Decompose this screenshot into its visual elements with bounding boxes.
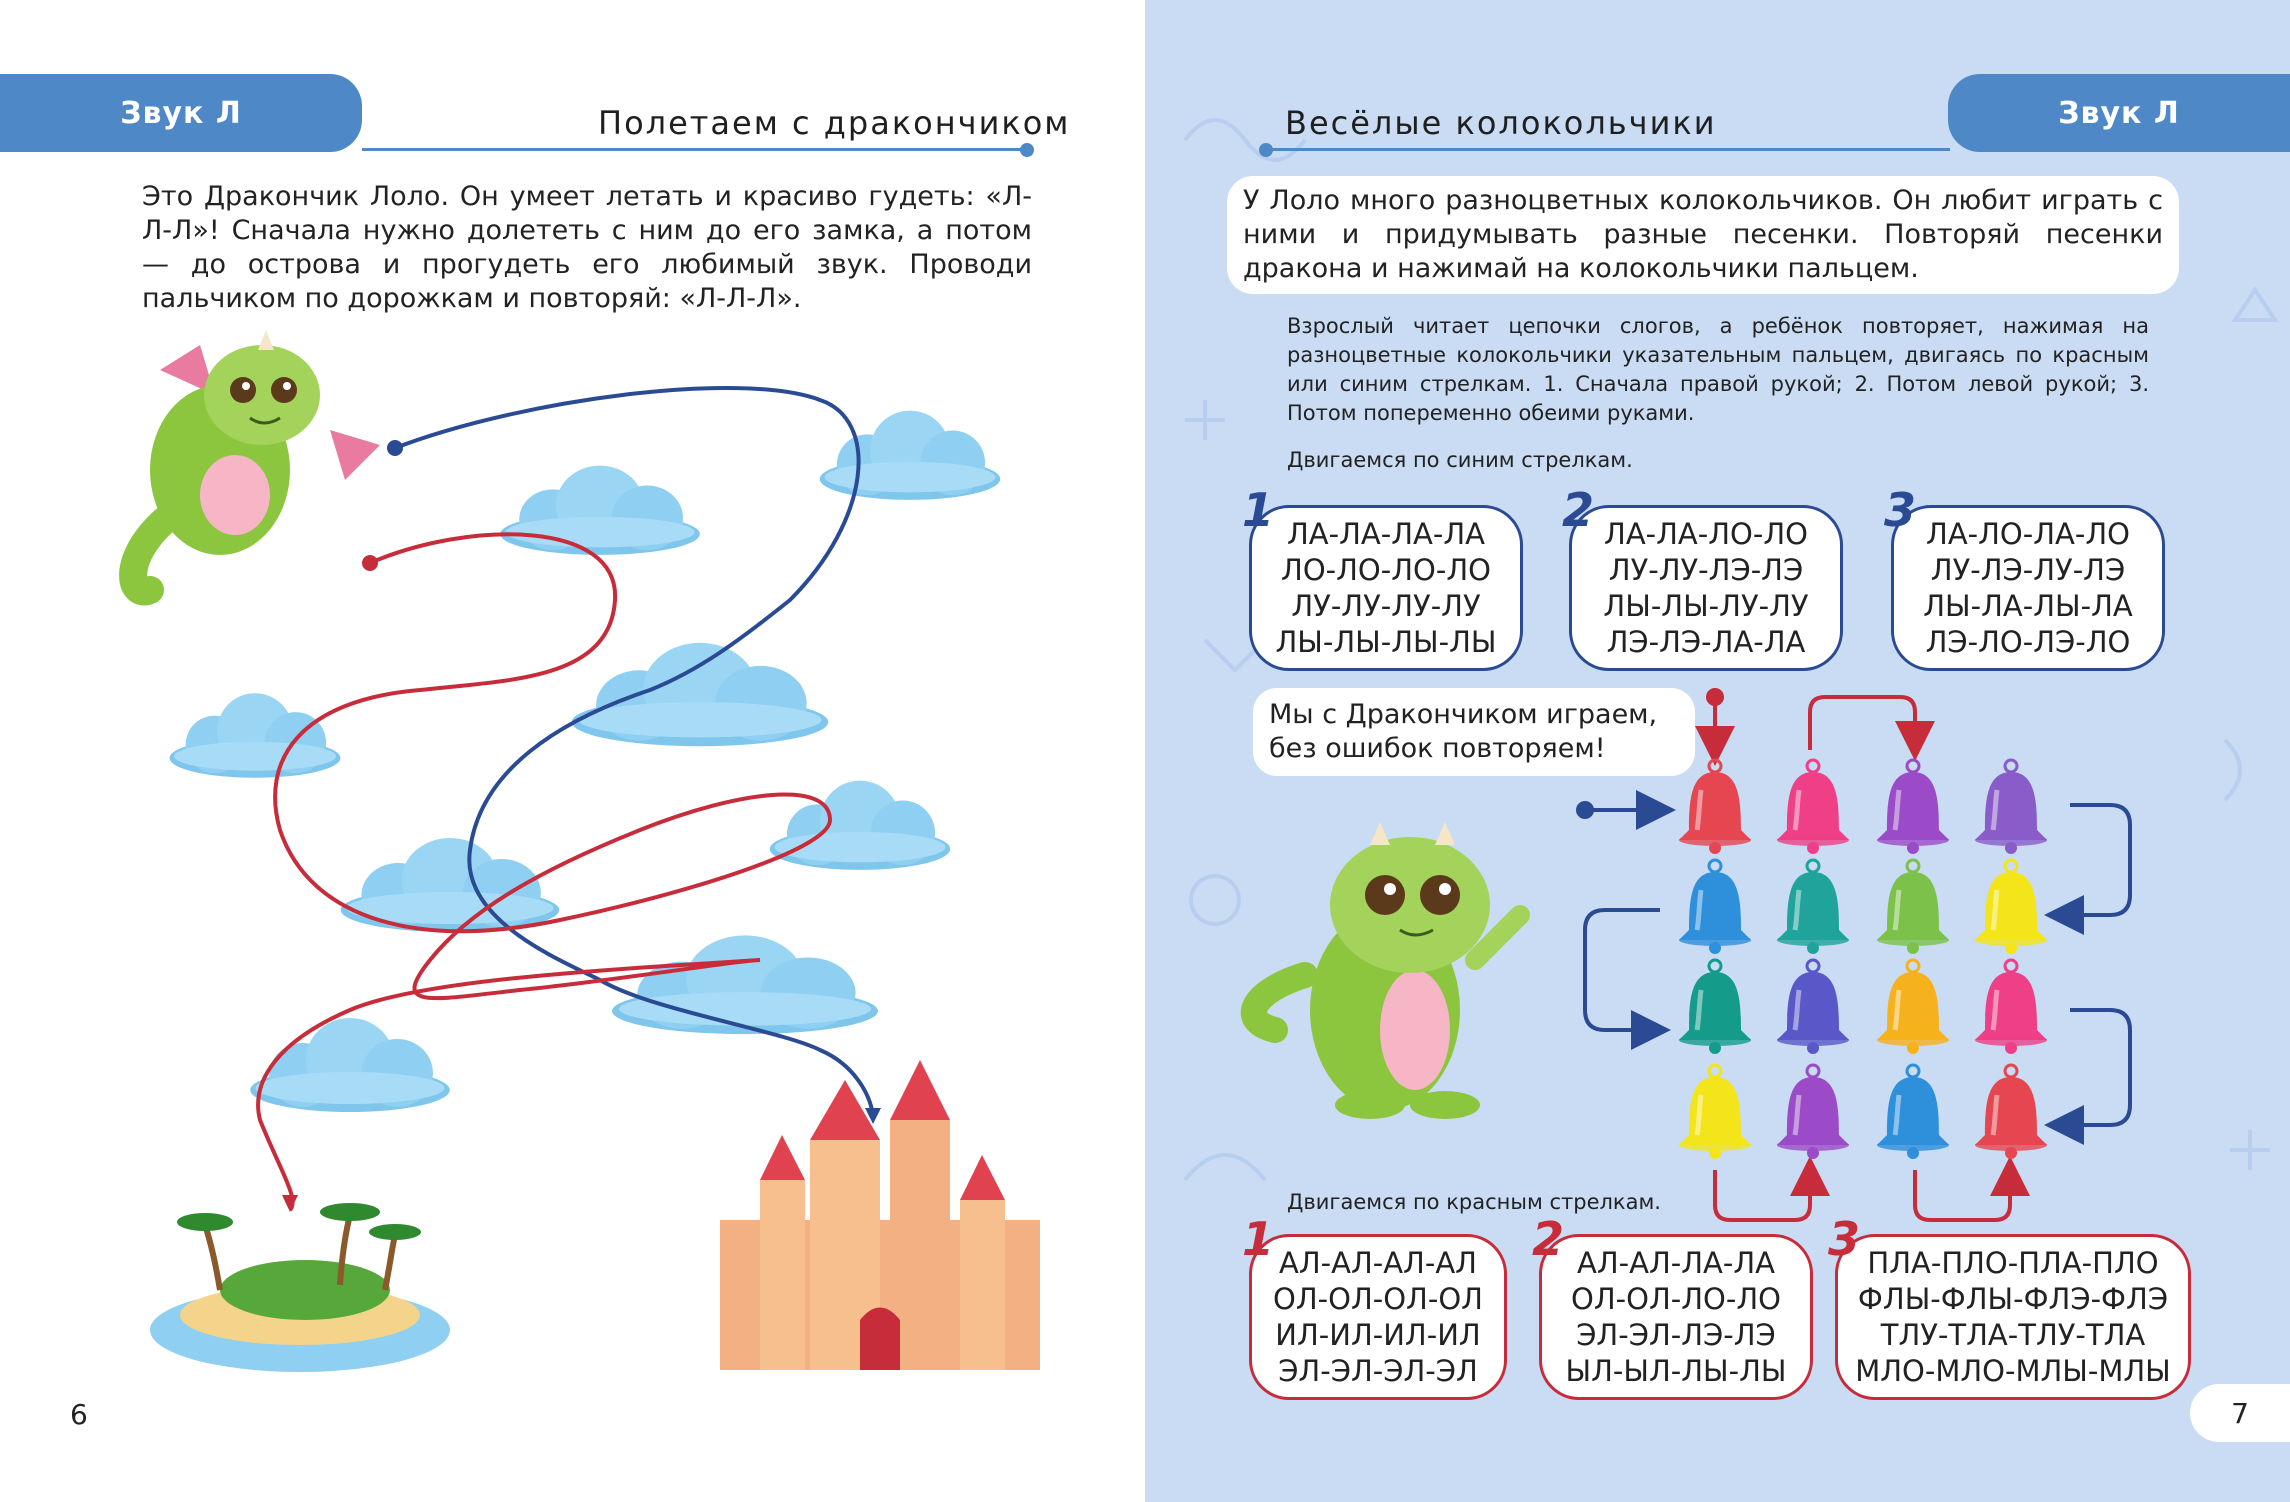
red-syllable-card-3 — [1828, 1212, 2191, 1400]
page-title: Полетаем с дракончиком — [598, 104, 1071, 142]
bells-grid — [1679, 760, 2047, 1159]
red-heading: Двигаемся по красным стрелкам. — [1287, 1190, 1661, 1214]
bell-icon[interactable] — [1777, 760, 1849, 854]
blue-heading: Двигаемся по синим стрелкам. — [1287, 448, 1633, 472]
bell-icon[interactable] — [1975, 1065, 2047, 1159]
right-page — [1145, 0, 2290, 1502]
syllable-line: ЛА-ЛО-ЛА-ЛО — [1926, 517, 2130, 551]
syllable-line: ТЛУ-ТЛА-ТЛУ-ТЛА — [1880, 1318, 2146, 1352]
page-number: 6 — [70, 1398, 88, 1431]
bell-icon[interactable] — [1877, 760, 1949, 854]
cloud — [500, 466, 700, 555]
cloud — [572, 643, 829, 746]
castle-illustration — [720, 1060, 1040, 1370]
island-illustration — [150, 1203, 450, 1372]
page-number: 7 — [2231, 1396, 2249, 1430]
syllable-line: ЛЭ-ЛЭ-ЛА-ЛА — [1606, 625, 1806, 659]
story-paragraph: Это Дракончик Лоло. Он умеет летать и красиво гудеть: «Л-Л-Л»! Сначала нужно долететь с ним до его замка, а потом — до острова и прогудеть его любимый звук. Проводи пальчиком по дорожкам и повторяй: «Л-Л-Л». — [142, 181, 1032, 314]
bell-icon[interactable] — [1777, 860, 1849, 954]
bell-icon[interactable] — [1679, 1065, 1751, 1159]
syllable-line: ОЛ-ОЛ-ЛО-ЛО — [1571, 1282, 1781, 1316]
red-arrows — [1708, 690, 2010, 1220]
dragon-illustration — [1254, 822, 1520, 1119]
syllable-line: ФЛЫ-ФЛЫ-ФЛЭ-ФЛЭ — [1857, 1282, 2169, 1316]
speech-bubble: Мы с Дракончиком играем, без ошибок повторяем! — [1253, 688, 1695, 776]
page-title: Весёлые колокольчики — [1285, 104, 1717, 142]
intro-text: У Лоло много разноцветных колокольчиков. Он любит играть с ними и придумывать разные песенки. Повторяй песенки дракона и нажимай на колокольчики пальцем. — [1243, 185, 2163, 284]
bell-icon[interactable] — [1877, 960, 1949, 1054]
blue-path-start — [387, 440, 403, 456]
cloud — [820, 411, 1001, 500]
bell-icon[interactable] — [1679, 860, 1751, 954]
section-tab: Звук Л — [1948, 74, 2290, 152]
bell-icon[interactable] — [1877, 860, 1949, 954]
syllable-line: ИЛ-ИЛ-ИЛ-ИЛ — [1275, 1318, 1481, 1352]
card-number: 1 — [1242, 1212, 1275, 1266]
cloud — [612, 935, 878, 1034]
syllable-line: ЛЫ-ЛЫ-ЛЫ-ЛЫ — [1275, 625, 1497, 659]
syllable-line: ЛЫ-ЛЫ-ЛУ-ЛУ — [1603, 589, 1809, 623]
bell-icon[interactable] — [1777, 960, 1849, 1054]
syllable-line: ЛУ-ЛУ-ЛЭ-ЛЭ — [1608, 553, 1804, 587]
cloud — [170, 693, 341, 778]
syllable-line: ЛО-ЛО-ЛО-ЛО — [1281, 553, 1491, 587]
red-syllable-card-2 — [1532, 1212, 1813, 1400]
bell-icon[interactable] — [1975, 760, 2047, 854]
syllable-line: ПЛА-ПЛО-ПЛА-ПЛО — [1867, 1246, 2159, 1280]
cloud — [250, 1018, 450, 1112]
syllable-line: ЭЛ-ЭЛ-ЛЭ-ЛЭ — [1576, 1318, 1776, 1352]
card-number: 1 — [1242, 483, 1275, 537]
syllable-line: АЛ-АЛ-АЛ-АЛ — [1279, 1246, 1477, 1280]
card-number: 3 — [1884, 483, 1917, 537]
adult-instruction: Взрослый читает цепочки слогов, а ребёнок повторяет, нажимая на разноцветные колокольчики указательным пальцем, двигаясь по красным или синим стрелкам. 1. Сначала правой рукой; 2. Потом левой рукой; 3. Потом попеременно обеими руками. — [1287, 314, 2149, 425]
bell-icon[interactable] — [1975, 860, 2047, 954]
card-number: 2 — [1532, 1212, 1565, 1266]
syllable-line: ЛЫ-ЛА-ЛЫ-ЛА — [1923, 589, 2133, 623]
blue-arrows — [1578, 803, 2130, 1125]
bell-icon[interactable] — [1679, 760, 1751, 854]
syllable-line: ЛЭ-ЛО-ЛЭ-ЛО — [1925, 625, 2131, 659]
syllable-line: ЛУ-ЛЭ-ЛУ-ЛЭ — [1930, 553, 2126, 587]
card-number: 3 — [1828, 1212, 1861, 1266]
bell-icon[interactable] — [1877, 1065, 1949, 1159]
syllable-line: ОЛ-ОЛ-ОЛ-ОЛ — [1273, 1282, 1483, 1316]
card-number: 2 — [1562, 483, 1595, 537]
bell-icon[interactable] — [1679, 960, 1751, 1054]
red-syllable-card-1 — [1242, 1212, 1507, 1400]
syllable-line: ЭЛ-ЭЛ-ЭЛ-ЭЛ — [1278, 1354, 1478, 1388]
syllable-line: ЫЛ-ЫЛ-ЛЫ-ЛЫ — [1565, 1354, 1787, 1388]
bell-icon[interactable] — [1777, 1065, 1849, 1159]
bell-icon[interactable] — [1975, 960, 2047, 1054]
flying-dragon-illustration — [133, 330, 380, 592]
syllable-line: ЛА-ЛА-ЛО-ЛО — [1604, 517, 1808, 551]
page-number-tab — [2190, 1384, 2290, 1442]
section-tab: Звук Л — [0, 74, 362, 152]
syllable-line: МЛО-МЛО-МЛЫ-МЛЫ — [1855, 1354, 2171, 1388]
syllable-line: АЛ-АЛ-ЛА-ЛА — [1577, 1246, 1775, 1280]
red-path-start — [362, 555, 378, 571]
red-path-arrow — [282, 1195, 298, 1212]
syllable-line: ЛА-ЛА-ЛА-ЛА — [1287, 517, 1485, 551]
syllable-line: ЛУ-ЛУ-ЛУ-ЛУ — [1291, 589, 1481, 623]
